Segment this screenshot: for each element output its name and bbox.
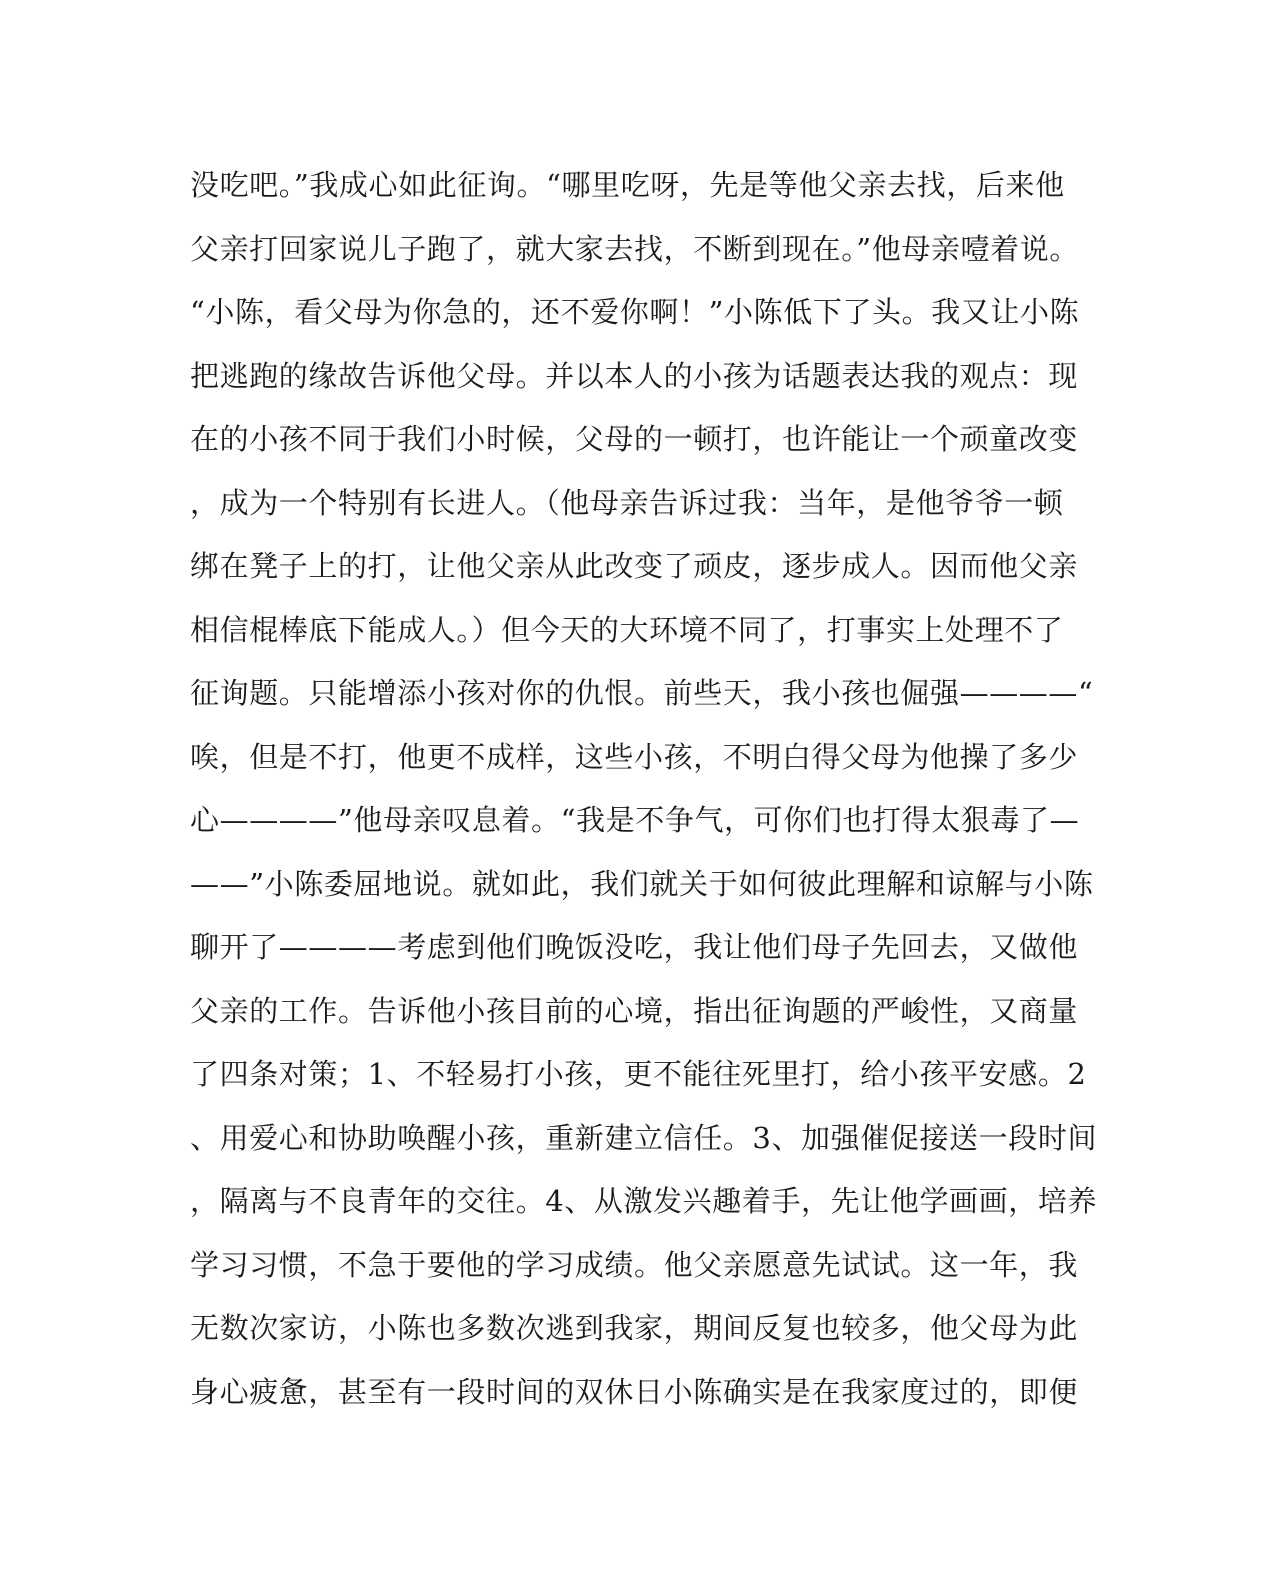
body-text [190,160,1098,1430]
text-line: 相信棍棒底下能成人。）但今天的大环境不同了，打事实上处理不了 [190,612,1064,647]
text-line: 父亲打回家说儿子跑了，就大家去找，不断到现在。”他母亲噎着说。 [190,231,1079,266]
text-line: 心————”他母亲叹息着。“我是不争气，可你们也打得太狠毒了— [190,803,1080,837]
text-line: ——”小陈委屈地说。就如此，我们就关于如何彼此理解和谅解与小陈 [190,866,1094,901]
text-line: 聊开了————考虑到他们晚饭没吃，我让他们母子先回去，又做他 [190,930,1079,964]
text-line: 征询题。只能增添小孩对你的仇恨。前些天，我小孩也倔强————“ [190,676,1094,710]
text-line: 学习习惯，不急于要他的学习成绩。他父亲愿意先试试。这一年，我 [190,1247,1079,1282]
text-line: 没吃吧。”我成心如此征询。“哪里吃呀，先是等他父亲去找，后来他 [190,168,1065,202]
text-line: “小陈，看父母为你急的，还不爱你啊！”小陈低下了头。我又让小陈 [190,295,1080,329]
text-line: 、用爱心和协助唤醒小孩，重新建立信任。3、加强催促接送一段时间 [190,1120,1098,1155]
text-line: 父亲的工作。告诉他小孩目前的心境，指出征询题的严峻性，又商量 [190,993,1079,1028]
text-line: 唉，但是不打，他更不成样，这些小孩，不明白得父母为他操了多少 [190,739,1079,774]
text-line: ，隔离与不良青年的交往。4、从激发兴趣着手，先让他学画画，培养 [190,1184,1098,1218]
text-line: 在的小孩不同于我们小时候，父母的一顿打，也许能让一个顽童改变 [190,422,1079,456]
text-line: 无数次家访，小陈也多数次逃到我家，期间反复也较多，他父母为此 [190,1311,1079,1345]
text-line: 绑在凳子上的打，让他父亲从此改变了顽皮，逐步成人。因而他父亲 [190,549,1079,583]
text-line: 了四条对策；1、不轻易打小孩，更不能往死里打，给小孩平安感。2 [190,1057,1087,1091]
text-line: 身心疲惫，甚至有一段时间的双休日小陈确实是在我家度过的，即便 [190,1374,1079,1409]
text-line: 把逃跑的缘故告诉他父母。并以本人的小孩为话题表达我的观点：现 [190,358,1079,393]
text-line: ，成为一个特别有长进人。（他母亲告诉过我：当年，是他爷爷一顿 [190,485,1064,520]
